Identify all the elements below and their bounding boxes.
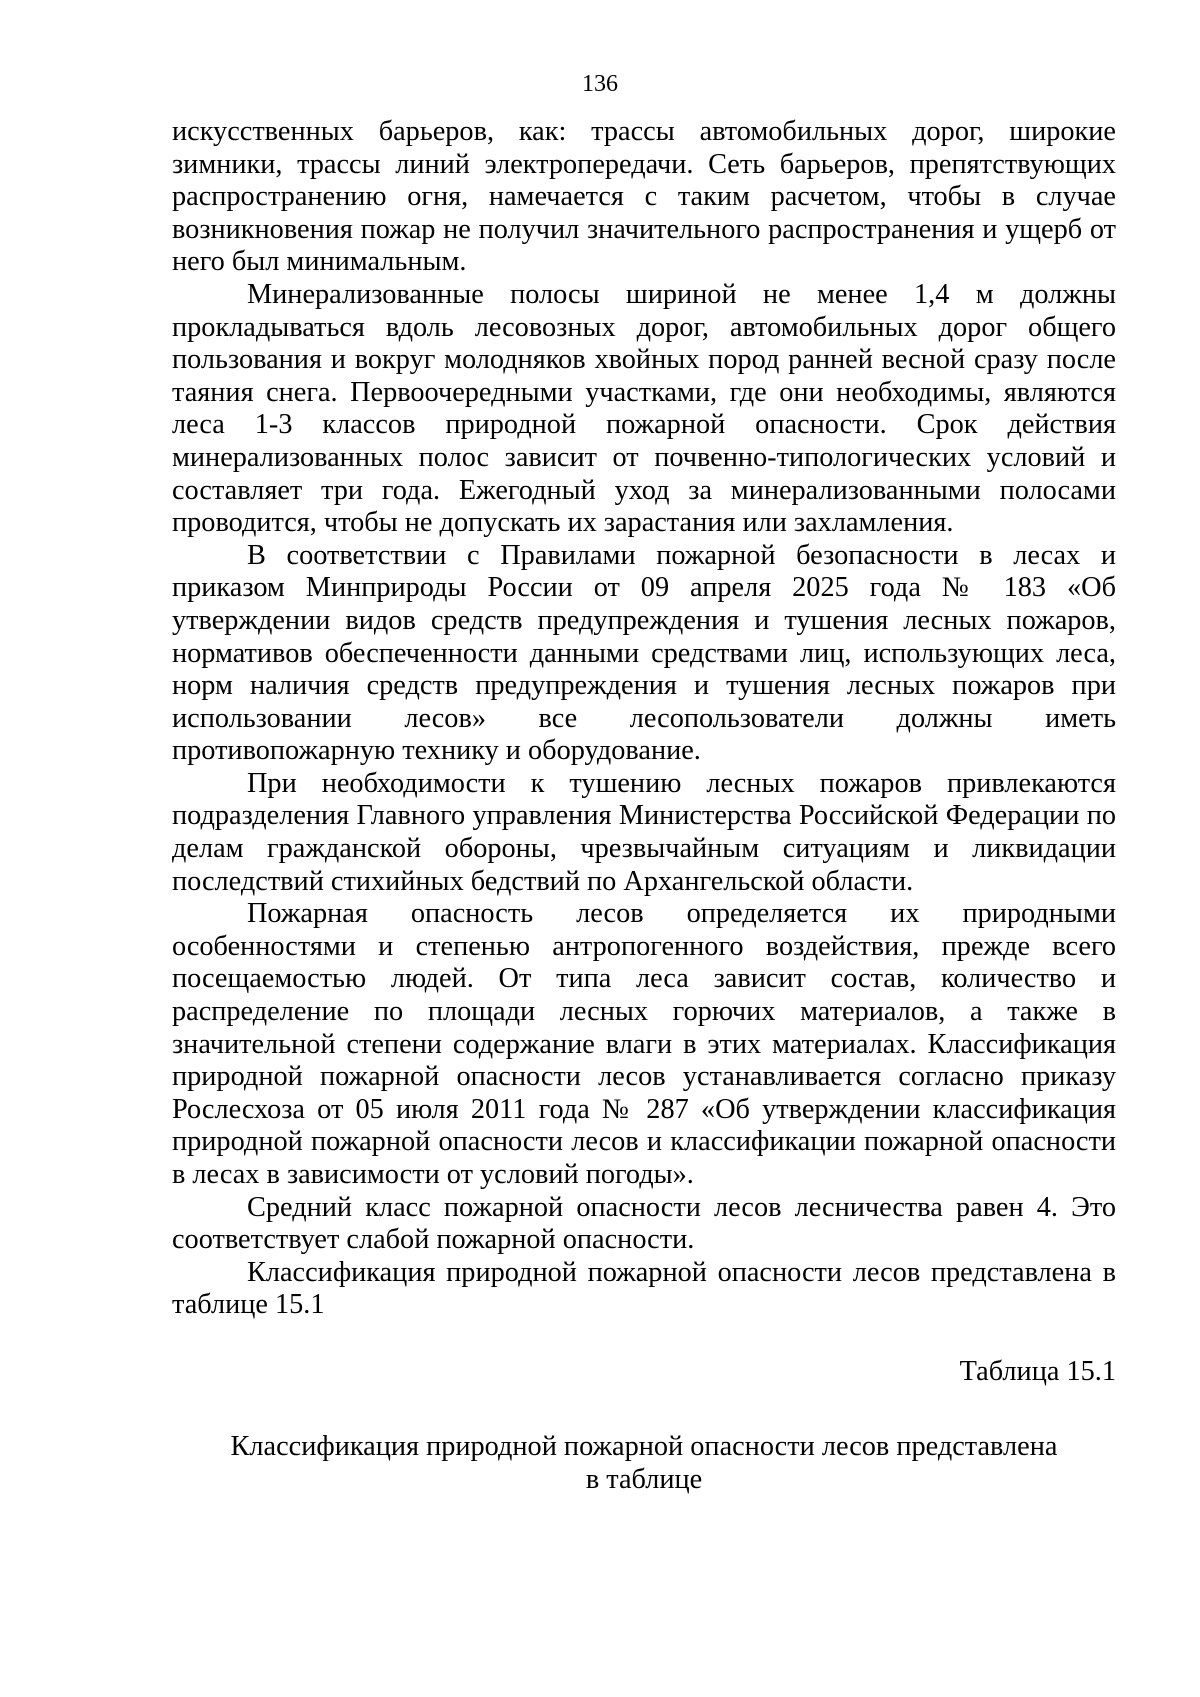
page-number: 136 [582, 71, 618, 97]
table-label: Таблица 15.1 [959, 1356, 1116, 1387]
paragraph-fire-safety-rules: В соответствии с Правилами пожарной безопасности в лесах и приказом Минприроды России от 09 апреля 2025 года № 183 «Об утверждении видов средств предупреждения и тушения лесных пожаров, нормативов обеспеченности данными средствами лиц, использующих леса, норм наличия средств предупреждения и тушения лесных пожаров при использовании лесов» все лесопользователи должны иметь противопожарную технику и оборудование. [172, 539, 1116, 767]
paragraph-mineralized-strips: Минерализованные полосы шириной не менее 1,4 м должны прокладываться вдоль лесовозных дорог, автомобильных дорог общего пользования и вокруг молодняков хвойных пород ранней весной сразу после таяния снега. Первоочередными участками, где они необходимы, являются леса 1-3 классов природной пожарной опасности. Срок действия минерализованных полос зависит от почвенно-типологических условий и составляет три года. Ежегодный уход за минерализованными полосами проводится, чтобы не допускать их зарастания или захламления. [172, 278, 1116, 539]
document-body [172, 116, 1116, 1322]
paragraph-average-class: Средний класс пожарной опасности лесов лесничества равен 4. Это соответствует слабой пожарной опасности. [172, 1191, 1116, 1256]
paragraph-fire-danger-classification: Пожарная опасность лесов определяется их природными особенностями и степенью антропогенного воздействия, прежде всего посещаемостью людей. От типа леса зависит состав, количество и распределение по площади лесных горючих материалов, а также в значительной степени содержание влаги в этих материалах. Классификация природной пожарной опасности лесов устанавливается согласно приказу Рослесхоза от 05 июля 2011 года № 287 «Об утверждении классификация природной пожарной опасности лесов и классификации пожарной опасности в лесах в зависимости от условий погоды». [172, 898, 1116, 1190]
paragraph-barriers: искусственных барьеров, как: трассы автомобильных дорог, широкие зимники, трассы линий электропередачи. Сеть барьеров, препятствующих распространению огня, намечается с таким расчетом, чтобы в случае возникновения пожар не получил значительного распространения и ущерб от него был минимальным. [172, 116, 1116, 278]
paragraph-table-reference: Классификация природной пожарной опасности лесов представлена в таблице 15.1 [172, 1256, 1116, 1321]
paragraph-emergency-units: При необходимости к тушению лесных пожаров привлекаются подразделения Главного управления Министерства Российской Федерации по делам гражданской обороны, чрезвычайным ситуациям и ликвидации последствий стихийных бедствий по Архангельской области. [172, 767, 1116, 897]
table-title-line-2: в таблице [585, 1463, 703, 1495]
table-title [172, 1431, 1116, 1496]
table-title-line-1: Классификация природной пожарной опасности лесов представлена [230, 1431, 1058, 1462]
